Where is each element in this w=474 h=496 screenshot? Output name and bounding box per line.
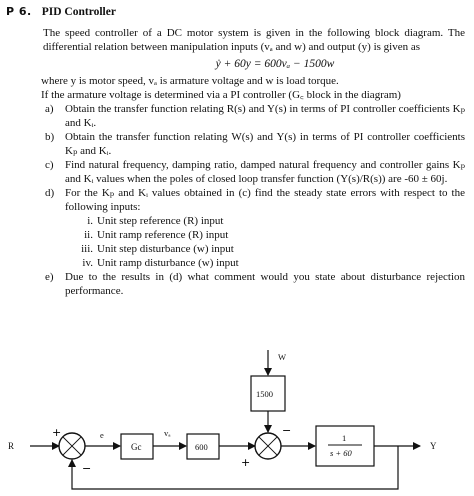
intro-text: The speed controller of a DC motor system is given in the following block diagram. The differential relation between manipulation inputs (vₐ and w) and output (y) is given as: [43, 27, 465, 53]
problem-number: P 6.: [6, 5, 32, 18]
question-c: [43, 158, 465, 186]
subitem-2: [43, 228, 465, 242]
subitem-text: Unit step reference (R) input: [97, 215, 224, 227]
question-label: c): [45, 159, 54, 171]
subitem-label: ii.: [84, 229, 93, 241]
block-diagram-svg: [0, 346, 474, 496]
question-label: d): [45, 187, 55, 199]
subitem-label: i.: [87, 215, 93, 227]
differential-equation: ẏ + 60y = 600vₐ − 1500w: [215, 58, 335, 70]
sum1-plus-sign: +: [52, 426, 62, 439]
controller-label: Gc: [131, 442, 142, 452]
armature-label: vₐ: [164, 428, 171, 438]
gain-600-label: 600: [195, 442, 208, 452]
plant-denominator: s + 60: [330, 448, 352, 458]
question-text: Obtain the transfer function relating R(s) and Y(s) in terms of PI controller coefficients Kₚ and Kᵢ.: [65, 103, 465, 129]
sum1-minus-sign: −: [82, 462, 92, 475]
summing-junction-2: [255, 433, 281, 459]
error-label: e: [100, 430, 104, 440]
plant-numerator: 1: [342, 433, 347, 443]
block-diagram: [0, 346, 474, 496]
question-text: Due to the results in (d) what comment would you state about disturbance rejection performance.: [65, 271, 465, 297]
problem-title: PID Controller: [41, 6, 116, 18]
sum2-minus-sign: −: [282, 424, 292, 437]
subitem-label: iv.: [82, 257, 93, 269]
subitem-1: [43, 214, 465, 228]
question-text: Find natural frequency, damping ratio, damped natural frequency and controller gains Kₚ and Kᵢ values when the poles of closed loop transfer function (Y(s)/R(s)) are -60 ± 60j.: [65, 159, 465, 185]
question-text: For the Kₚ and Kᵢ values obtained in (c) find the steady state errors with respect to the following inputs:: [65, 187, 465, 213]
subitem-4: [43, 256, 465, 270]
question-b: [43, 130, 465, 158]
question-label: a): [45, 103, 54, 115]
problem-body: [43, 26, 465, 298]
gain-1500-label: 1500: [256, 389, 273, 399]
if-text: If the armature voltage is determined via a PI controller (G꜀ block in the diagram): [41, 89, 401, 101]
question-d: [43, 186, 465, 214]
subitem-text: Unit step disturbance (w) input: [97, 243, 234, 255]
output-label: Y: [430, 441, 437, 451]
question-e: [43, 270, 465, 298]
subitem-label: iii.: [81, 243, 93, 255]
subitem-3: [43, 242, 465, 256]
plant-block: [316, 426, 374, 466]
disturbance-label: W: [278, 352, 287, 362]
sum2-plus-sign: +: [241, 456, 251, 469]
question-label: b): [45, 131, 55, 143]
summing-junction-1: [59, 433, 85, 459]
problem-header: [6, 2, 116, 20]
where-text: where y is motor speed, vₐ is armature voltage and w is load torque.: [41, 75, 339, 87]
question-label: e): [45, 271, 54, 283]
question-a: [43, 102, 465, 130]
input-label: R: [8, 441, 15, 451]
subitem-text: Unit ramp reference (R) input: [97, 229, 229, 241]
question-text: Obtain the transfer function relating W(s) and Y(s) in terms of PI controller coefficients Kₚ and Kᵢ.: [65, 131, 465, 157]
subitem-text: Unit ramp disturbance (w) input: [97, 257, 239, 269]
